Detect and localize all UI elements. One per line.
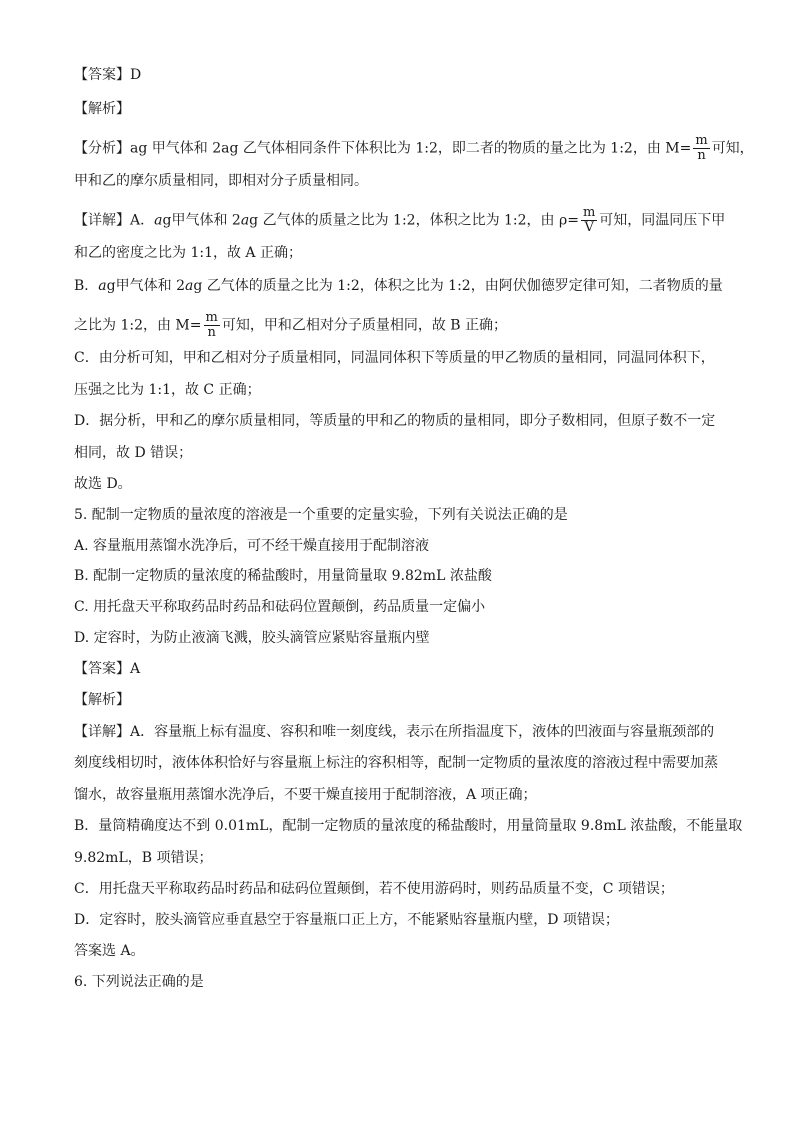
q4-d-line-1: D．据分析，甲和乙的摩尔质量相同，等质量的甲和乙的物质的量相同，即分子数相同，但原子数不一定 (74, 413, 716, 429)
q5-option-c: C. 用托盘天平称取药品时药品和砝码位置颠倒，药品质量一定偏小 (74, 599, 486, 615)
q5-stem: 5. 配制一定物质的量浓度的溶液是一个重要的定量实验，下列有关说法正确的是 (74, 507, 568, 523)
frac-denominator: n (207, 325, 216, 340)
q4-d-line-2: 相同，故 D 错误； (74, 445, 193, 461)
q5-option-d: D. 定容时，为防止液滴飞溅，胶头滴管应紧贴容量瓶内壁 (74, 630, 430, 646)
q4-analysis-label: 【解析】 (74, 101, 130, 117)
q4-b-line-1 (74, 276, 723, 296)
formula-m-over-n (204, 311, 220, 340)
q4-fenxi-line-1 (74, 134, 754, 163)
q4-b-text: g 乙气体的质量之比为 1:2，体积之比为 1:2，由阿伏伽德罗定律可知，二者物质的量 (193, 278, 723, 294)
q4-xiangjie-text: g 乙气体的质量之比为 1:2，体积之比为 1:2，由 ρ= (249, 212, 579, 229)
var-a: a (98, 278, 107, 294)
q4-c-line-1: C．由分析可知，甲和乙相对分子质量相同，同温同体积下等质量的甲乙物质的量相同，同温同体积下， (74, 350, 715, 366)
q5-d-line-1: D．定容时，胶头滴管应垂直悬空于容量瓶口正上方，不能紧贴容量瓶内壁，D 项错误； (74, 912, 619, 928)
formula-m-over-V (581, 206, 597, 235)
q4-fenxi-text-2: 可知， (711, 140, 754, 157)
q4-b-line-2 (74, 311, 507, 340)
var-a: a (240, 212, 250, 229)
var-a: a (184, 278, 194, 294)
q4-conclusion: 故选 D。 (74, 476, 132, 492)
q5-b-line-2: 9.82mL，B 项错误； (74, 850, 213, 866)
q4-b-text: g甲气体和 2 (106, 278, 185, 294)
q5-c-line-1: C．用托盘天平称取药品时药品和砝码位置颠倒，若不使用游码时，则药品质量不变，C 项错误； (74, 881, 674, 897)
q4-xiangjie-text: 可知，同温同压下甲 (599, 212, 726, 229)
q4-b-text: 可知，甲和乙相对分子质量相同，故 B 正确； (221, 317, 508, 334)
frac-numerator: m (205, 310, 218, 325)
frac-numerator: m (582, 205, 596, 220)
q4-xiangjie-prefix: 【详解】A． (74, 212, 155, 229)
q5-a-line-2: 刻度线相切时，液体体积恰好与容量瓶上标注的容积相等，配制一定物质的量浓度的溶液过程中需要加蒸 (74, 755, 718, 771)
q5-a-line-3: 馏水，故容量瓶用蒸馏水洗净后，不要干燥直接用于配制溶液，A 项正确； (74, 787, 537, 803)
q5-option-a: A. 容量瓶用蒸馏水洗净后，可不经干燥直接用于配制溶液 (74, 538, 430, 554)
q4-fenxi-text-1: 【分析】ag 甲气体和 2ag 乙气体相同条件下体积比为 1:2，即二者的物质的量之比为 1:2，由 M= (74, 140, 692, 157)
q4-xiangjie-a-line-1 (74, 206, 725, 235)
q5-a-line-1: 【详解】A．容量瓶上标有温度、容积和唯一刻度线，表示在所指温度下，液体的凹液面与容量瓶颈部的 (74, 724, 715, 740)
q6-stem: 6. 下列说法正确的是 (74, 974, 204, 990)
q5-answer-line: 【答案】A (74, 661, 141, 677)
frac-denominator: V (584, 220, 594, 235)
q4-b-text: 之比为 1:2，由 M= (74, 317, 202, 334)
formula-m-over-n (693, 134, 709, 163)
frac-numerator: m (695, 133, 708, 148)
frac-denominator: n (697, 148, 706, 163)
q5-analysis-label: 【解析】 (74, 692, 130, 708)
q5-conclusion: 答案选 A。 (74, 943, 145, 959)
q4-b-prefix: B． (74, 278, 99, 294)
q4-xiangjie-text: g甲气体和 2 (162, 212, 241, 229)
q5-option-b: B. 配制一定物质的量浓度的稀盐酸时，用量筒量取 9.82mL 浓盐酸 (74, 568, 492, 584)
q5-b-line-1: B．量筒精确度达不到 0.01mL，配制一定物质的量浓度的稀盐酸时，用量筒量取 9.8mL 浓盐酸，不能量取 (74, 818, 743, 834)
q4-fenxi-line-2: 甲和乙的摩尔质量相同，即相对分子质量相同。 (74, 173, 368, 189)
var-a: a (154, 212, 163, 229)
q4-c-line-2: 压强之比为 1:1，故 C 正确； (74, 382, 261, 398)
q4-answer-line: 【答案】D (74, 67, 142, 83)
q4-xiangjie-a-line-2: 和乙的密度之比为 1:1，故 A 正确； (74, 245, 302, 261)
